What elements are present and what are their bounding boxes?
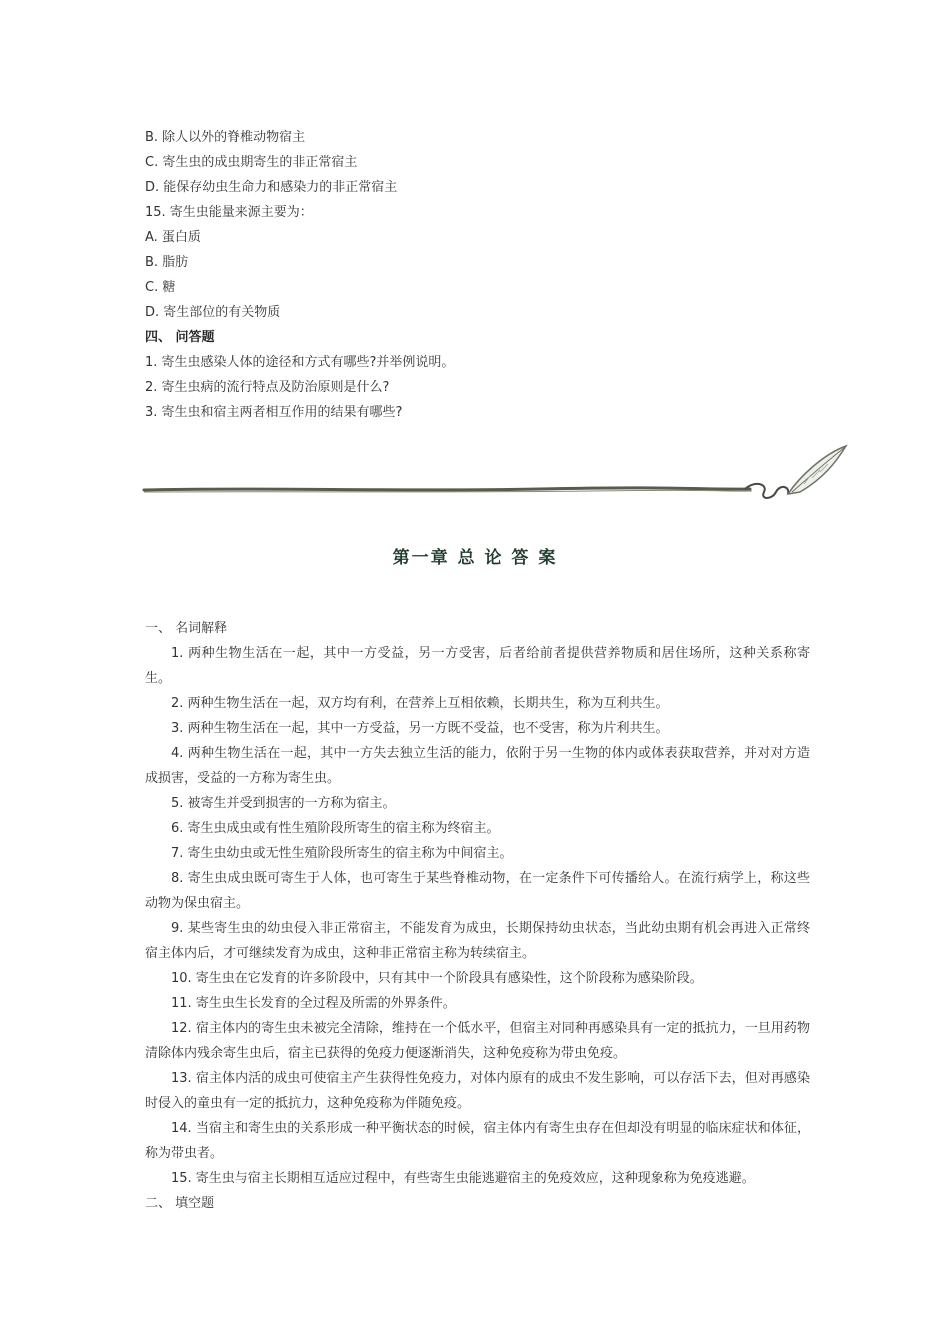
essay-question: 3. 寄生虫和宿主两者相互作用的结果有哪些? [145, 405, 403, 420]
question-list [145, 125, 825, 425]
essay-question: 1. 寄生虫感染人体的途径和方式有哪些?并举例说明。 [145, 355, 455, 370]
option-line: D. 寄生部位的有关物质 [145, 305, 281, 320]
option-line: C. 寄生虫的成虫期寄生的非正常宿主 [145, 155, 358, 170]
answer-item: 3. 两种生物生活在一起，其中一方受益，另一方既不受益，也不受害，称为片利共生。 [171, 721, 669, 736]
option-line: D. 能保存幼虫生命力和感染力的非正常宿主 [145, 180, 398, 195]
essay-question: 2. 寄生虫病的流行特点及防治原则是什么? [145, 380, 390, 395]
section-one-heading: 一、 名词解释 [145, 621, 228, 636]
answer-item: 4. 两种生物生活在一起，其中一方失去独立生活的能力，依附于另一生物的体内或体表获取营养，并对对方造成损害，受益的一方称为寄生虫。 [145, 746, 810, 786]
answer-item: 7. 寄生虫幼虫或无性生殖阶段所寄生的宿主称为中间宿主。 [171, 846, 513, 861]
answer-item: 10. 寄生虫在它发育的许多阶段中，只有其中一个阶段具有感染性，这个阶段称为感染阶段。 [171, 971, 703, 986]
section-two-heading: 二、 填空题 [145, 1196, 215, 1211]
option-line: B. 除人以外的脊椎动物宿主 [145, 130, 306, 145]
question-line: 15. 寄生虫能量来源主要为： [145, 205, 313, 220]
answer-item: 15. 寄生虫与宿主长期相互适应过程中，有些寄生虫能逃避宿主的免疫效应，这种现象称为免疫逃避。 [171, 1171, 755, 1186]
section-four-heading: 四、 问答题 [145, 330, 215, 345]
answer-item: 6. 寄生虫成虫或有性生殖阶段所寄生的宿主称为终宿主。 [171, 821, 500, 836]
answer-item: 2. 两种生物生活在一起，双方均有利，在营养上互相依赖，长期共生，称为互利共生。 [171, 696, 669, 711]
answer-section [145, 616, 810, 1216]
quill-divider-icon [140, 440, 850, 510]
option-line: A. 蛋白质 [145, 230, 201, 245]
answer-item: 12. 宿主体内的寄生虫未被完全清除，维持在一个低水平，但宿主对同种再感染具有一定的抵抗力，一旦用药物清除体内残余寄生虫后，宿主已获得的免疫力便逐渐消失，这种免疫称为带虫免疫。 [145, 1021, 810, 1061]
answer-item: 14. 当宿主和寄生虫的关系形成一种平衡状态的时候，宿主体内有寄生虫存在但却没有明显的临床症状和体征，称为带虫者。 [145, 1121, 810, 1161]
answer-item: 9. 某些寄生虫的幼虫侵入非正常宿主，不能发育为成虫，长期保持幼虫状态，当此幼虫期有机会再进入正常终宿主体内后，才可继续发育为成虫，这种非正常宿主称为转续宿主。 [145, 921, 810, 961]
answer-item: 8. 寄生虫成虫既可寄生于人体，也可寄生于某些脊椎动物，在一定条件下可传播给人。在流行病学上，称这些动物为保虫宿主。 [145, 871, 810, 911]
option-line: C. 糖 [145, 280, 176, 295]
answer-item: 13. 宿主体内活的成虫可使宿主产生获得性免疫力，对体内原有的成虫不发生影响，可以存活下去，但对再感染时侵入的童虫有一定的抵抗力，这种免疫称为伴随免疫。 [145, 1071, 810, 1111]
option-line: B. 脂肪 [145, 255, 189, 270]
chapter-answer-title: 第一章 总 论 答 案 [392, 548, 558, 568]
answer-item: 1. 两种生物生活在一起，其中一方受益，另一方受害，后者给前者提供营养物质和居住场所，这种关系称寄生。 [145, 646, 810, 686]
answer-item: 5. 被寄生并受到损害的一方称为宿主。 [171, 796, 396, 811]
answer-item: 11. 寄生虫生长发育的全过程及所需的外界条件。 [171, 996, 456, 1011]
